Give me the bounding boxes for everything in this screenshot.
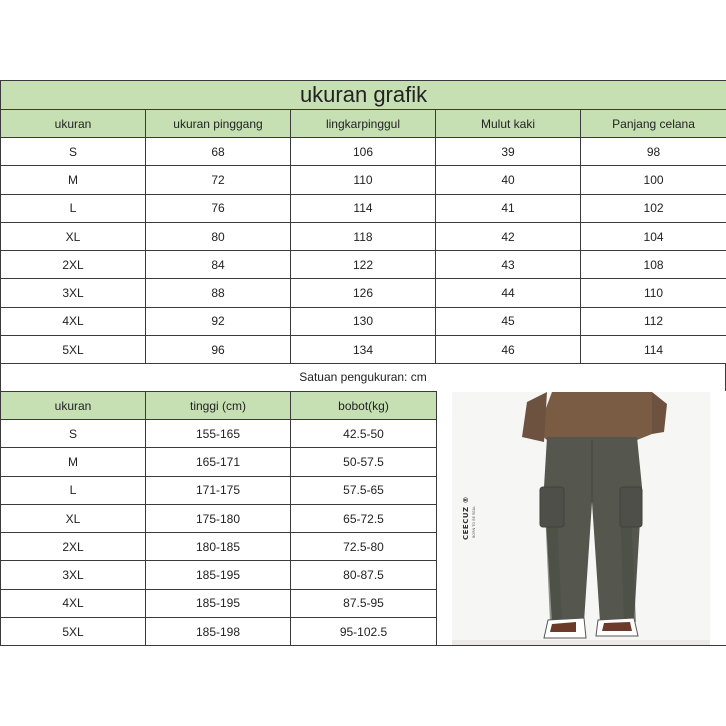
hw-cell: XL [1,504,146,532]
size-cell: 98 [581,138,726,166]
hw-cell: 87.5-95 [291,589,437,617]
size-cell: 92 [146,307,291,335]
size-header-cell: ukuran pinggang [146,110,291,138]
table-row [1,251,726,279]
unit-note: Satuan pengukuran: cm [0,363,726,391]
size-cell: L [1,194,146,222]
size-cell: 42 [436,222,581,250]
product-photo [452,392,710,645]
size-cell: 4XL [1,307,146,335]
size-cell: 104 [581,222,726,250]
size-cell: 112 [581,307,726,335]
size-cell: 130 [291,307,436,335]
size-header-row [1,110,726,138]
size-cell: 114 [291,194,436,222]
table-row [1,222,726,250]
size-cell: 106 [291,138,436,166]
hw-cell: 65-72.5 [291,504,437,532]
table-row [1,448,437,476]
size-cell: 96 [146,336,291,364]
size-cell: 80 [146,222,291,250]
table-row [1,307,726,335]
hw-cell: 72.5-80 [291,533,437,561]
size-cell: 39 [436,138,581,166]
size-cell: 134 [291,336,436,364]
hw-cell: 3XL [1,561,146,589]
hw-cell: L [1,476,146,504]
table-row [1,504,437,532]
size-cell: 102 [581,194,726,222]
hw-cell: 155-165 [146,420,291,448]
size-cell: 45 [436,307,581,335]
chart-title: ukuran grafik [1,81,726,110]
hw-cell: 175-180 [146,504,291,532]
hw-cell: S [1,420,146,448]
hw-cell: 5XL [1,618,146,646]
hw-header-row [1,392,437,420]
size-cell: 41 [436,194,581,222]
size-chart-table [0,80,726,364]
brand-logo: CEECUZ ® [462,495,470,540]
size-cell: 46 [436,336,581,364]
size-cell: 108 [581,251,726,279]
size-cell: 84 [146,251,291,279]
hw-cell: 185-198 [146,618,291,646]
size-cell: 43 [436,251,581,279]
hw-header-cell: ukuran [1,392,146,420]
size-header-cell: Panjang celana [581,110,726,138]
table-row [1,336,726,364]
size-cell: 114 [581,336,726,364]
hw-header-cell: bobot(kg) [291,392,437,420]
model-wearing-cargo-pants [452,392,710,645]
bottom-border [0,645,726,646]
size-cell: 110 [581,279,726,307]
size-cell: 88 [146,279,291,307]
size-cell: 100 [581,166,726,194]
size-cell: 5XL [1,336,146,364]
size-cell: M [1,166,146,194]
size-header-cell: Mulut kaki [436,110,581,138]
hw-cell: 80-87.5 [291,561,437,589]
hw-cell: 42.5-50 [291,420,437,448]
hw-header-cell: tinggi (cm) [146,392,291,420]
size-cell: 2XL [1,251,146,279]
table-row [1,194,726,222]
hw-cell: 185-195 [146,589,291,617]
hw-cell: 4XL [1,589,146,617]
table-row [1,618,437,646]
height-weight-table [0,391,437,646]
hw-cell: 57.5-65 [291,476,437,504]
table-row [1,138,726,166]
table-row [1,166,726,194]
hw-cell: 180-185 [146,533,291,561]
table-row [1,279,726,307]
hw-cell: 185-195 [146,561,291,589]
table-row [1,420,437,448]
size-header-cell: ukuran [1,110,146,138]
size-cell: 68 [146,138,291,166]
size-cell: 72 [146,166,291,194]
size-cell: 3XL [1,279,146,307]
hw-cell: M [1,448,146,476]
size-cell: 44 [436,279,581,307]
size-cell: S [1,138,146,166]
size-cell: 126 [291,279,436,307]
table-row [1,561,437,589]
table-row [1,476,437,504]
size-header-cell: lingkarpinggul [291,110,436,138]
hw-cell: 165-171 [146,448,291,476]
hw-cell: 95-102.5 [291,618,437,646]
size-cell: 40 [436,166,581,194]
size-cell: 122 [291,251,436,279]
hw-cell: 50-57.5 [291,448,437,476]
table-row [1,589,437,617]
size-cell: 110 [291,166,436,194]
brand-tagline: BORN TO BE REAL [472,506,476,538]
hw-cell: 171-175 [146,476,291,504]
hw-cell: 2XL [1,533,146,561]
size-cell: XL [1,222,146,250]
size-cell: 76 [146,194,291,222]
table-row [1,533,437,561]
size-cell: 118 [291,222,436,250]
